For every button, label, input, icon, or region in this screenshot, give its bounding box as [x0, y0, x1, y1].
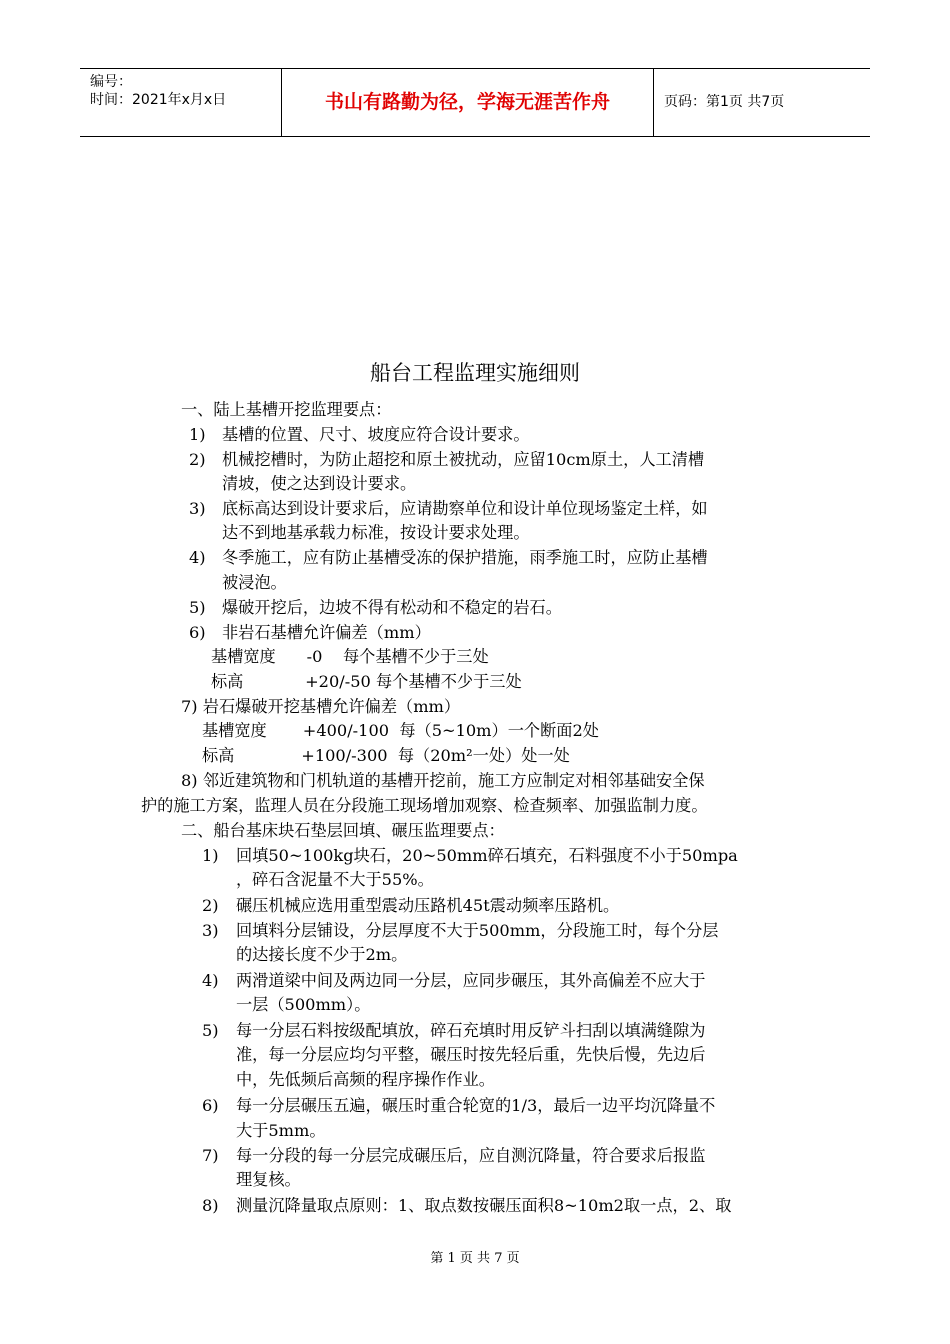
list-item-text: 被浸泡。: [222, 573, 287, 592]
list-item-text: 碾压机械应选用重型震动压路机45t震动频率压路机。: [236, 896, 620, 915]
list-item-text: 一层（500mm）。: [236, 995, 371, 1014]
list-number: 2): [202, 896, 219, 915]
list-number: 4): [202, 971, 219, 990]
list-number: 3): [189, 499, 206, 518]
list-number: 3): [202, 921, 219, 940]
list-item-text: 准，每一分层应均匀平整，碾压时按先轻后重，先快后慢，先边后: [236, 1045, 706, 1064]
list-item-text: 每一分层石料按级配填放，碎石充填时用反铲斗扫刮以填满缝隙为: [236, 1021, 706, 1040]
list-number: 1): [189, 425, 206, 444]
list-item-text: 机械挖槽时，为防止超挖和原土被扰动，应留10cm原土，人工清槽: [222, 450, 705, 469]
list-number: 2): [189, 450, 206, 469]
tolerance-row: 基槽宽度 +400/-100 每（5~10m）一个断面2处: [202, 721, 599, 740]
list-number: 5): [202, 1021, 219, 1040]
list-item-text: 达不到地基承载力标准，按设计要求处理。: [222, 523, 530, 542]
list-item-text: 7) 岩石爆破开挖基槽允许偏差（mm）: [181, 697, 461, 716]
doc-number: 编号：: [90, 74, 132, 90]
header-page-info: 页码：第1页 共7页: [664, 94, 785, 110]
tolerance-row: 基槽宽度 -0 每个基槽不少于三处: [211, 647, 489, 666]
list-number: 4): [189, 548, 206, 567]
list-number: 7): [202, 1146, 219, 1165]
doc-time: 时间：2021年x月x日: [90, 92, 227, 108]
tolerance-row: 标高 +20/-50 每个基槽不少于三处: [211, 672, 522, 691]
list-item-text: 底标高达到设计要求后，应请勘察单位和设计单位现场鉴定土样，如: [222, 499, 708, 518]
list-item-text: 清坡，使之达到设计要求。: [222, 474, 417, 493]
list-number: 8): [202, 1196, 219, 1215]
list-item-text: 爆破开挖后，边坡不得有松动和不稳定的岩石。: [222, 598, 562, 617]
list-item-text: 非岩石基槽允许偏差（mm）: [222, 623, 431, 642]
list-number: 5): [189, 598, 206, 617]
list-number: 6): [189, 623, 206, 642]
page-header: [80, 68, 870, 137]
header-meta: [80, 69, 282, 136]
list-item-text: 两滑道梁中间及两边同一分层，应同步碾压，其外高偏差不应大于: [236, 971, 706, 990]
page-footer: 第 1 页 共 7 页: [430, 1251, 520, 1266]
list-number: 1): [202, 846, 219, 865]
paragraph-line: 护的施工方案，监理人员在分段施工现场增加观察、检查频率、加强监制力度。: [141, 796, 708, 815]
section-heading: 一、陆上基槽开挖监理要点：: [181, 400, 392, 419]
list-item-text: 回填50~100kg块石，20~50mm碎石填充，石料强度不小于50mpa: [236, 846, 738, 865]
list-item-text: 基槽的位置、尺寸、坡度应符合设计要求。: [222, 425, 530, 444]
list-item-text: 的达接长度不少于2m。: [236, 945, 408, 964]
section-heading: 二、船台基床块石垫层回填、碾压监理要点：: [181, 821, 505, 840]
list-number: 6): [202, 1096, 219, 1115]
list-item-text: 中，先低频后高频的程序操作作业。: [236, 1070, 495, 1089]
list-item-text: 回填料分层铺设，分层厚度不大于500mm，分段施工时，每个分层: [236, 921, 719, 940]
paragraph-line: 8) 邻近建筑物和门机轨道的基槽开挖前，施工方应制定对相邻基础安全保: [181, 771, 705, 790]
list-item-text: 每一分段的每一分层完成碾压后，应自测沉降量，符合要求后报监: [236, 1146, 706, 1165]
list-item-text: 理复核。: [236, 1170, 301, 1189]
header-motto: 书山有路勤为径，学海无涯苦作舟: [282, 69, 654, 136]
document-title: 船台工程监理实施细则: [370, 361, 580, 385]
list-item-text: 大于5mm。: [236, 1121, 326, 1140]
list-item-text: 每一分层碾压五遍，碾压时重合轮宽的1/3，最后一边平均沉降量不: [236, 1096, 716, 1115]
list-item-text: ，碎石含泥量不大于55%。: [236, 870, 434, 889]
tolerance-row: 标高 +100/-300 每（20m²一处）处一处: [202, 746, 570, 765]
list-item-text: 测量沉降量取点原则：1、取点数按碾压面积8~10m2取一点，2、取: [236, 1196, 732, 1215]
list-item-text: 冬季施工，应有防止基槽受冻的保护措施，雨季施工时，应防止基槽: [222, 548, 708, 567]
